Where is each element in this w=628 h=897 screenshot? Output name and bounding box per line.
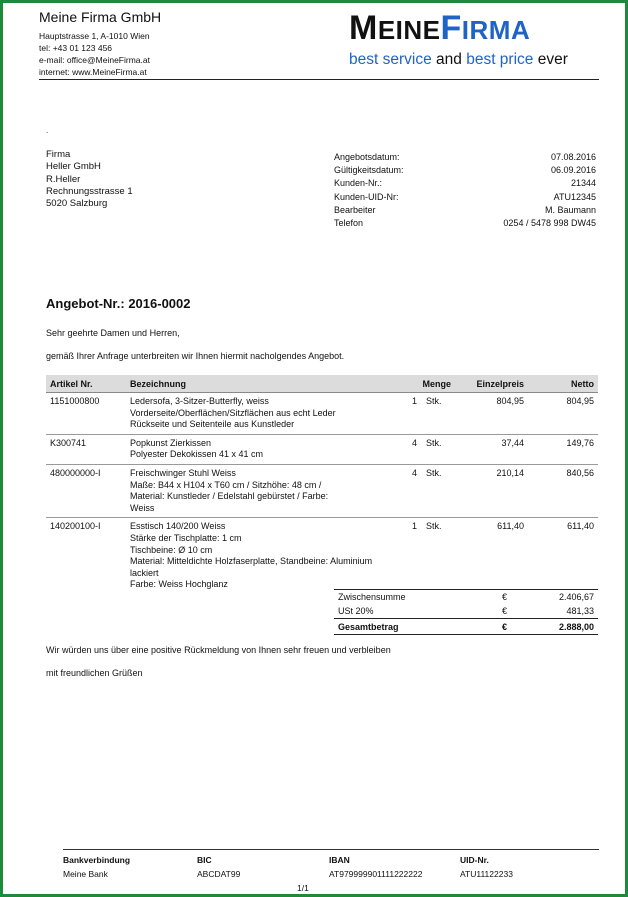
recipient-line: Heller GmbH bbox=[46, 161, 101, 173]
footer-bic: BIC ABCDAT99 bbox=[197, 855, 241, 879]
logo-wordmark: MEINEFIRMA bbox=[349, 9, 531, 47]
greeting-text: mit freundlichen Grüßen bbox=[46, 668, 143, 678]
company-address: Hauptstrasse 1, A-1010 Wien bbox=[39, 31, 150, 41]
footer-bank: Bankverbindung Meine Bank bbox=[63, 855, 131, 879]
grand-total-row: Gesamtbetrag € 2.888,00 bbox=[334, 619, 598, 635]
recipient-address bbox=[46, 149, 133, 210]
intro-text: gemäß Ihrer Anfrage unterbreiten wir Ihnen hiermit nacholgendes Angebot. bbox=[46, 351, 345, 361]
table-header bbox=[46, 375, 598, 393]
totals-block bbox=[334, 589, 598, 635]
meta-row: Telefon 0254 / 5478 998 DW45 bbox=[334, 218, 596, 229]
recipient-line: Firma bbox=[46, 149, 71, 160]
company-logo bbox=[349, 7, 589, 69]
vat-row: USt 20% € 481,33 bbox=[338, 606, 594, 616]
stray-dot: . bbox=[46, 126, 49, 135]
header-unit-price: Einzelpreis bbox=[476, 378, 524, 389]
recipient-line: 5020 Salzburg bbox=[46, 198, 108, 210]
header-divider bbox=[39, 79, 599, 80]
page-number: 1/1 bbox=[297, 883, 309, 893]
table-row: 1151000800 Ledersofa, 3-Sitzer-Butterfly, weiss Vorderseite/Oberflächen/Sitzflächen aus echt Leder Rückseite und Seitenteile aus Kunstleder 1 Stk. 804,95 804,95 bbox=[46, 393, 598, 435]
footer-uid: UID-Nr. ATU11122233 bbox=[460, 855, 513, 879]
table-row: 480000000-I Freischwinger Stuhl Weiss Maße: B44 x H104 x T60 cm / Sitzhöhe: 48 cm / Material: Kunstleder / Edelstahl gebürstet / Farbe: Weiss 4 Stk. 210,14 840,56 bbox=[46, 465, 598, 518]
company-phone: tel: +43 01 123 456 bbox=[39, 43, 113, 53]
meta-row: Kunden-Nr.: 21344 bbox=[334, 178, 596, 189]
header-quantity: Menge bbox=[422, 378, 451, 389]
table-row: 140200100-I Esstisch 140/200 Weiss Stärke der Tischplatte: 1 cm Tischbeine: Ø 10 cm Material: Mitteldichte Holzfaserplatte, Standbeine: Aluminium lackiert Farbe: Weiss Hochglanz 1 Stk. 611,40 611,40 bbox=[50, 521, 594, 590]
recipient-line: R.Heller bbox=[46, 173, 81, 185]
recipient-line: Rechnungsstrasse 1 bbox=[46, 185, 133, 197]
footer-iban: IBAN AT979999901111222222 bbox=[329, 855, 423, 879]
meta-row: Kunden-UID-Nr: ATU12345 bbox=[334, 191, 596, 202]
company-internet: internet: www.MeineFirma.at bbox=[39, 67, 147, 77]
logo-tagline: best service and best price ever bbox=[349, 51, 568, 68]
offer-title: Angebot-Nr.: 2016-0002 bbox=[46, 296, 191, 311]
header-net: Netto bbox=[571, 378, 594, 389]
closing-text: Wir würden uns über eine positive Rückmeldung von Ihnen sehr freuen und verbleiben bbox=[46, 645, 391, 655]
subtotal-row: Zwischensumme € 2.406,67 bbox=[338, 592, 594, 602]
offer-meta bbox=[334, 151, 596, 230]
header-description: Bezeichnung bbox=[130, 378, 187, 389]
meta-row: Bearbeiter M. Baumann bbox=[334, 204, 596, 215]
meta-row: Angebotsdatum: 07.08.2016 bbox=[334, 152, 596, 162]
header-article: Artikel Nr. bbox=[50, 378, 93, 389]
company-email: e-mail: office@MeineFirma.at bbox=[39, 55, 150, 65]
footer-divider bbox=[63, 849, 599, 850]
company-contact bbox=[39, 30, 150, 78]
salutation: Sehr geehrte Damen und Herren, bbox=[46, 328, 180, 338]
table-row: K300741 Popkunst Zierkissen Polyester Dekokissen 41 x 41 cm 4 Stk. 37,44 149,76 bbox=[46, 435, 598, 465]
items-table bbox=[46, 375, 598, 594]
company-name: Meine Firma GmbH bbox=[39, 9, 162, 25]
meta-row: Gültigkeitsdatum: 06.09.2016 bbox=[334, 165, 596, 176]
